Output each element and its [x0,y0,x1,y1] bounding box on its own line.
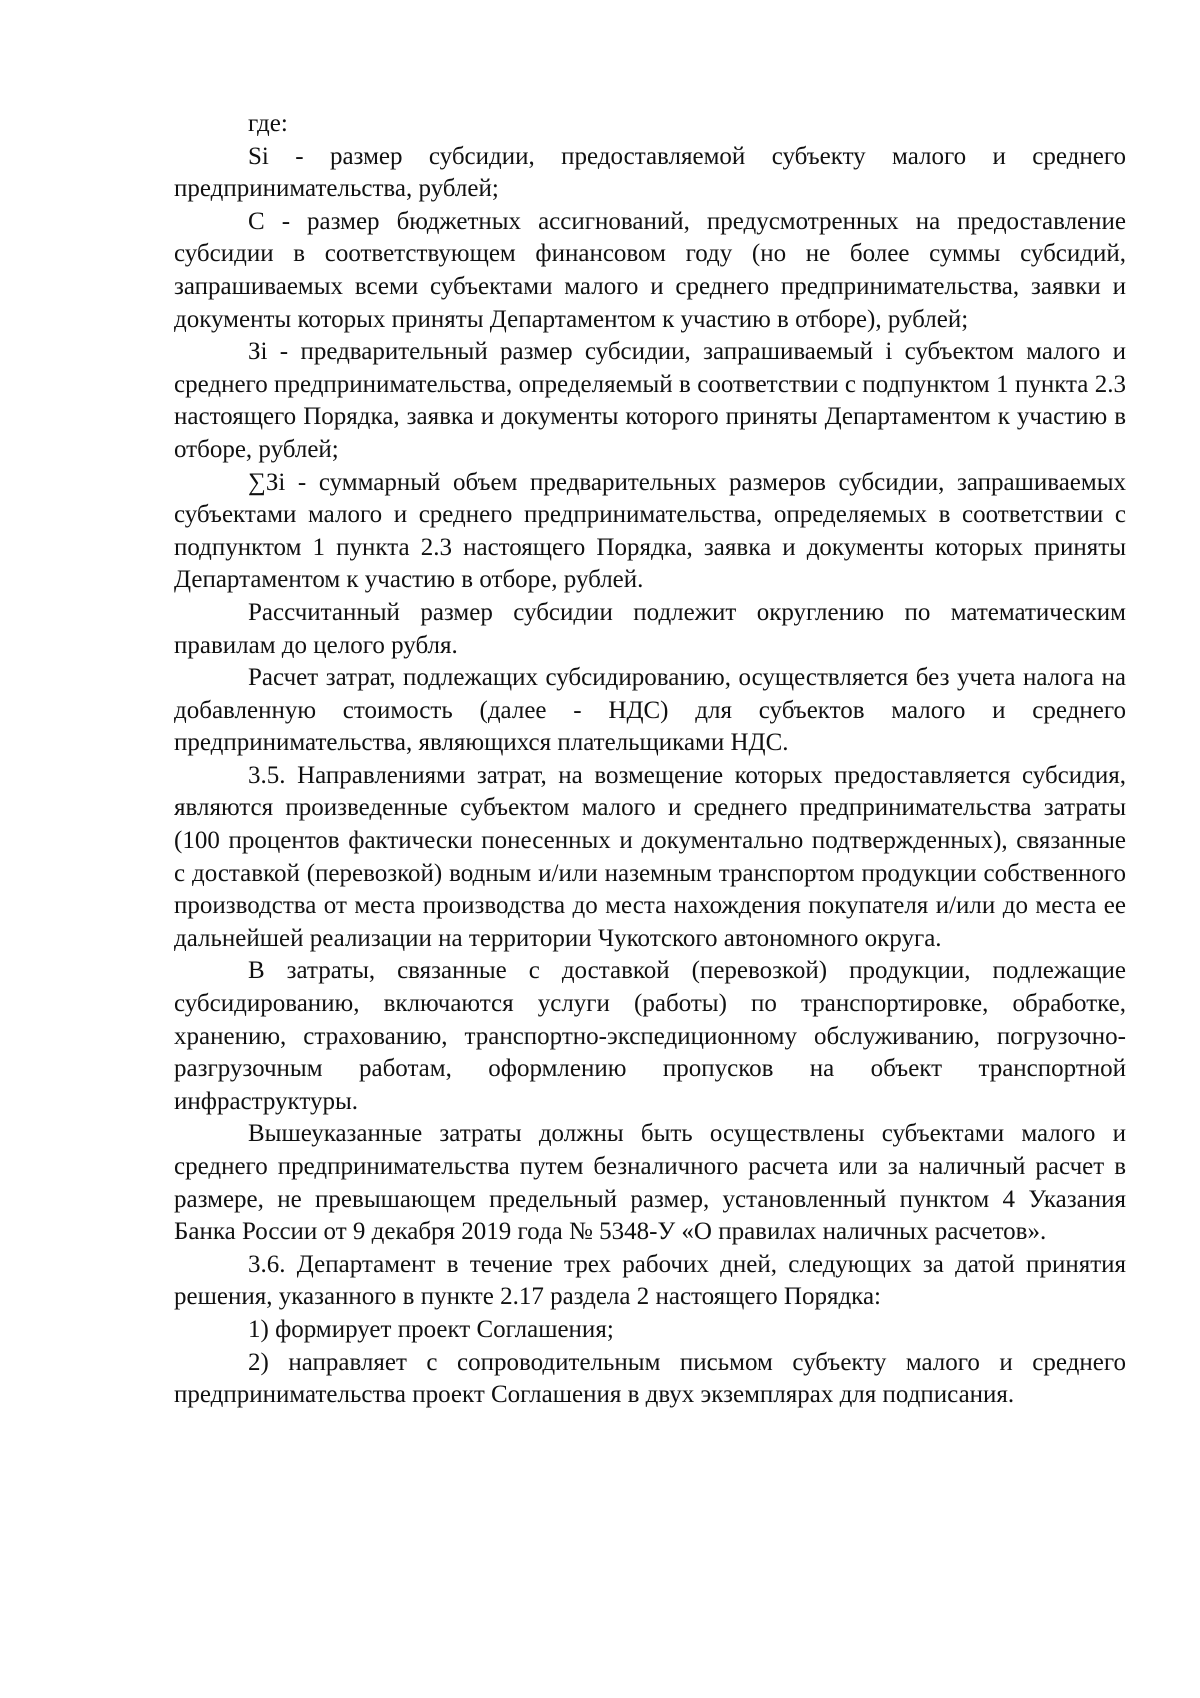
paragraph-si-definition: Si - размер субсидии, предоставляемой субъекту малого и среднего предпринимательства, рублей; [174,142,1126,203]
paragraph-3-5: 3.5. Направлениями затрат, на возмещение которых предоставляется субсидия, являются произведенные субъектом малого и среднего предпринимательства затраты (100 процентов фактически понесенных и документально подтвержденных), связанные с доставкой (перевозкой) водным и/или наземным транспортом продукции собственного производства от места производства до места нахождения покупателя и/или до места ее дальнейшей реализации на территории Чукотского автономного округа. [174,761,1126,952]
paragraph-item-1: 1) формирует проект Соглашения; [248,1315,614,1343]
paragraph-c-definition: С - размер бюджетных ассигнований, предусмотренных на предоставление субсидии в соответствующем финансовом году (но не более суммы субсидий, запрашиваемых всеми субъектами малого и среднего предпринимательства, заявки и документы которых приняты Департаментом к участию в отборе), рублей; [174,207,1126,333]
paragraph-item-2: 2) направляет с сопроводительным письмом субъекту малого и среднего предпринимательства проект Соглашения в двух экземплярах для подписания. [174,1348,1126,1409]
paragraph-sum-zi-definition: ∑Зi - суммарный объем предварительных размеров субсидии, запрашиваемых субъектами малого и среднего предпринимательства, определяемых в соответствии с подпунктом 1 пункта 2.3 настоящего Порядка, заявка и документы которых приняты Департаментом к участию в отборе, рублей. [174,468,1126,594]
paragraph-payment-method: Вышеуказанные затраты должны быть осуществлены субъектами малого и среднего предпринимательства путем безналичного расчета или за наличный расчет в размере, не превышающем предельный размер, установленный пунктом 4 Указания Банка России от 9 декабря 2019 года № 5348-У «О правилах наличных расчетов». [174,1120,1126,1246]
document-page [174,108,1126,1412]
paragraph-vat: Расчет затрат, подлежащих субсидированию, осуществляется без учета налога на добавленную стоимость (далее - НДС) для субъектов малого и среднего предпринимательства, являющихся плательщиками НДС. [174,664,1126,757]
paragraph-3-6: 3.6. Департамент в течение трех рабочих дней, следующих за датой принятия решения, указанного в пункте 2.17 раздела 2 настоящего Порядка: [174,1250,1126,1311]
paragraph-rounding: Рассчитанный размер субсидии подлежит округлению по математическим правилам до целого рубля. [174,598,1126,659]
paragraph-zi-definition: Зi - предварительный размер субсидии, запрашиваемый i субъектом малого и среднего предпринимательства, определяемый в соответствии с подпунктом 1 пункта 2.3 настоящего Порядка, заявка и документы которого приняты Департаментом к участию в отборе, рублей; [174,338,1126,463]
paragraph-costs-included: В затраты, связанные с доставкой (перевозкой) продукции, подлежащие субсидированию, включаются услуги (работы) по транспортировке, обработке, хранению, страхованию, транспортно-экспедиционному обслуживанию, погрузочно-разгрузочным работам, оформлению пропусков на объект транспортной инфраструктуры. [174,957,1126,1115]
paragraph-where: где: [248,110,288,137]
